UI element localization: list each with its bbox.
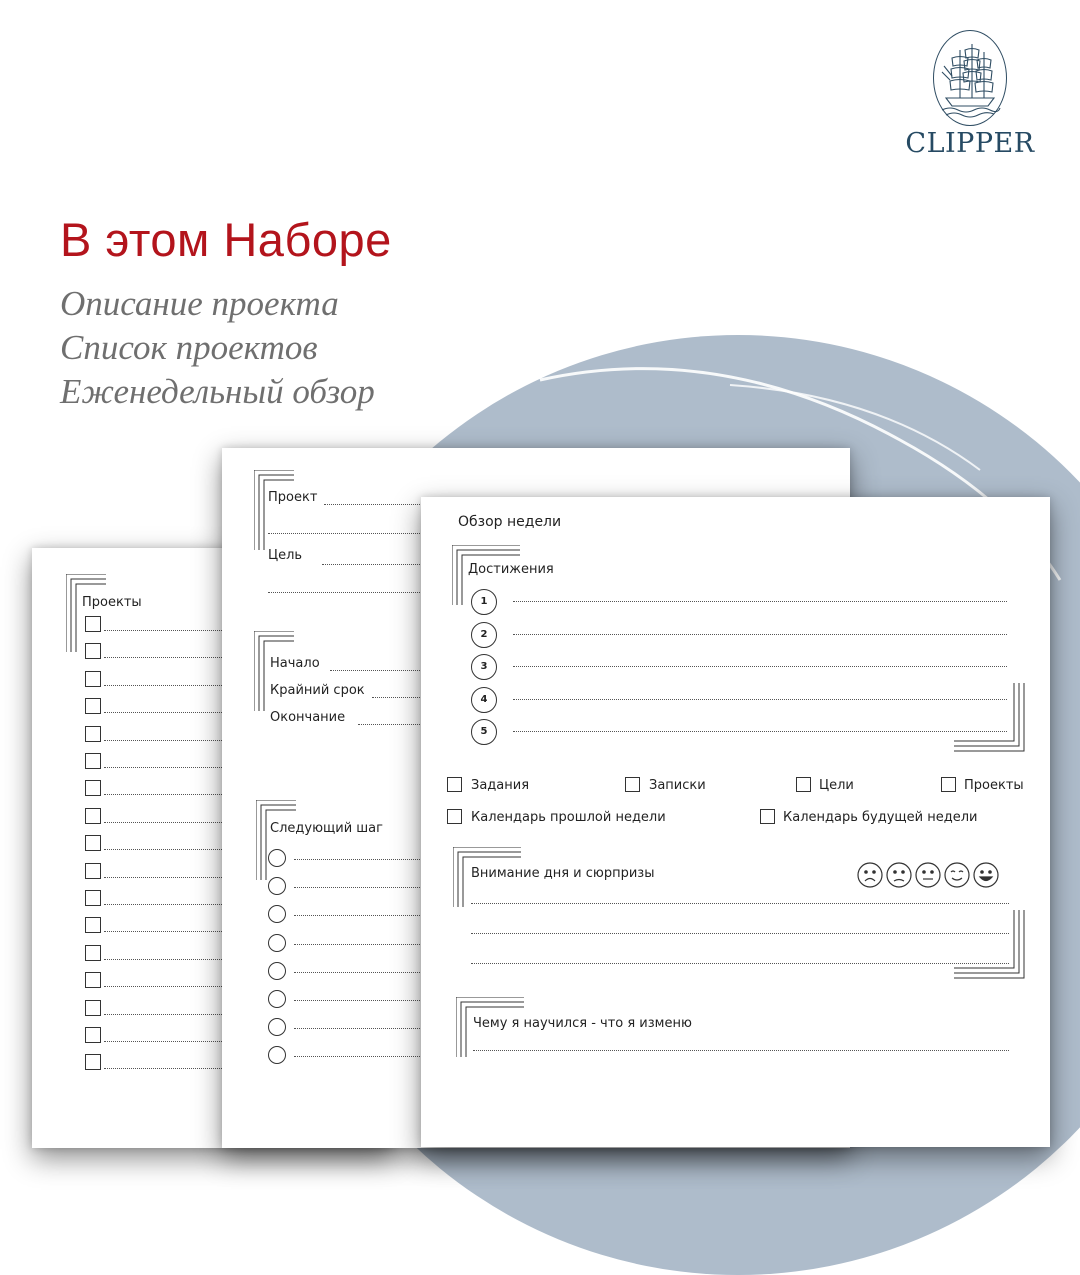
neutral-face-icon (916, 863, 940, 887)
project-checkbox[interactable] (85, 1054, 101, 1070)
corner-ornament-icon (254, 631, 296, 711)
project-checkbox[interactable] (85, 643, 101, 659)
project-checkbox[interactable] (85, 808, 101, 824)
corner-ornament-icon (954, 910, 1026, 980)
achievement-line (513, 634, 1007, 635)
project-checkbox[interactable] (85, 671, 101, 687)
achievement-line (513, 731, 1007, 732)
deadline-label: Крайний срок (270, 683, 365, 698)
next-week-calendar-checkbox[interactable] (760, 809, 775, 824)
notes-label: Записки (649, 778, 706, 793)
learned-label: Чему я научился - что я изменю (473, 1016, 692, 1031)
project-checkbox[interactable] (85, 1000, 101, 1016)
corner-ornament-icon (954, 683, 1026, 753)
project-checkbox[interactable] (85, 945, 101, 961)
attention-label: Внимание дня и сюрпризы (471, 866, 655, 881)
set-item-3: Еженедельный обзор (60, 372, 375, 411)
project-checkbox[interactable] (85, 753, 101, 769)
last-week-calendar-label: Календарь прошлой недели (471, 810, 666, 825)
project-checkbox[interactable] (85, 726, 101, 742)
achievement-line (513, 601, 1007, 602)
end-date-label: Окончание (270, 710, 346, 725)
happy-face-icon (974, 863, 998, 887)
projects-title: Проекты (82, 595, 142, 610)
achievement-number: 2 (471, 622, 497, 648)
step-circle[interactable] (268, 990, 286, 1008)
logo-wordmark: CLIPPER (905, 128, 1035, 159)
tasks-checkbox[interactable] (447, 777, 462, 792)
corner-ornament-icon (66, 574, 108, 652)
weekly-review-title: Обзор недели (458, 514, 562, 530)
corner-ornament-icon (254, 470, 296, 550)
achievement-number: 4 (471, 687, 497, 713)
sad-face-icon (887, 863, 911, 887)
next-step-label: Следующий шаг (270, 821, 383, 836)
notes-checkbox[interactable] (625, 777, 640, 792)
goals-label: Цели (819, 778, 854, 793)
content-face-icon (945, 863, 969, 887)
last-week-calendar-checkbox[interactable] (447, 809, 462, 824)
project-checkbox[interactable] (85, 917, 101, 933)
projects-checkbox[interactable] (941, 777, 956, 792)
weekly-review-sheet (421, 497, 1050, 1147)
project-label: Проект (268, 490, 318, 505)
achievements-label: Достижения (468, 562, 554, 577)
project-checkbox[interactable] (85, 863, 101, 879)
project-checkbox[interactable] (85, 698, 101, 714)
goals-checkbox[interactable] (796, 777, 811, 792)
step-circle[interactable] (268, 934, 286, 952)
project-checkbox[interactable] (85, 835, 101, 851)
achievement-number: 5 (471, 719, 497, 745)
step-circle[interactable] (268, 849, 286, 867)
step-circle[interactable] (268, 877, 286, 895)
very-sad-face-icon (858, 863, 882, 887)
mood-faces (856, 861, 1004, 889)
project-checkbox[interactable] (85, 1027, 101, 1043)
step-circle[interactable] (268, 1018, 286, 1036)
project-checkbox[interactable] (85, 780, 101, 796)
set-item-2: Список проектов (60, 328, 318, 367)
achievement-number: 1 (471, 589, 497, 615)
achievement-number: 3 (471, 654, 497, 680)
step-circle[interactable] (268, 1046, 286, 1064)
next-week-calendar-label: Календарь будущей недели (783, 810, 978, 825)
project-checkbox[interactable] (85, 972, 101, 988)
achievement-line (513, 699, 1007, 700)
goal-label: Цель (268, 548, 303, 563)
tasks-label: Задания (471, 778, 530, 793)
page-title: В этом Наборе (60, 213, 392, 266)
start-date-label: Начало (270, 656, 320, 671)
corner-ornament-icon (256, 800, 298, 880)
projects-label: Проекты (964, 778, 1024, 793)
project-checkbox[interactable] (85, 890, 101, 906)
achievement-line (513, 666, 1007, 667)
project-checkbox[interactable] (85, 616, 101, 632)
step-circle[interactable] (268, 905, 286, 923)
set-item-1: Описание проекта (60, 284, 339, 323)
step-circle[interactable] (268, 962, 286, 980)
